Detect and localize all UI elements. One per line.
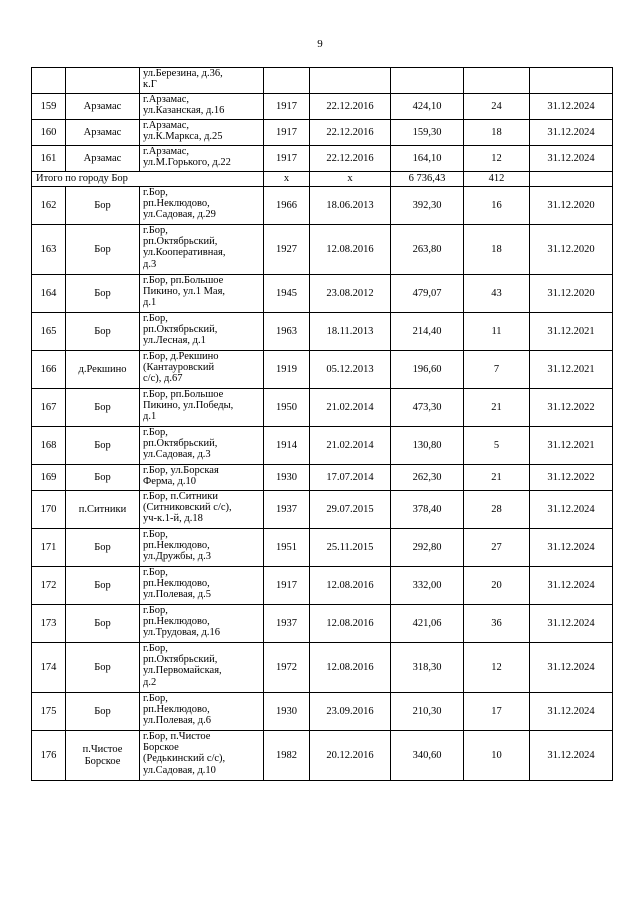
year-cell: 1917: [264, 94, 310, 120]
date-cell: 12.08.2016: [310, 605, 391, 643]
locality-cell: п.Чистое Борское: [66, 731, 140, 781]
table-row: [32, 529, 613, 567]
num-cell: 165: [32, 313, 66, 351]
date-cell: 21.02.2014: [310, 427, 391, 465]
address-cell: г.Арзамас, ул.Казанская, д.16: [140, 94, 264, 120]
table-row: [32, 389, 613, 427]
num-cell: 164: [32, 275, 66, 313]
subtotal-year-cell: х: [264, 172, 310, 187]
table-row: [32, 351, 613, 389]
residents-cell: 21: [464, 465, 530, 491]
table-row: [32, 465, 613, 491]
locality-cell: Бор: [66, 427, 140, 465]
date-cell: 22.12.2016: [310, 146, 391, 172]
table-row: [32, 427, 613, 465]
date-cell: 25.11.2015: [310, 529, 391, 567]
subtotal-area-cell: 6 736,43: [391, 172, 464, 187]
area-cell: 196,60: [391, 351, 464, 389]
num-cell: 172: [32, 567, 66, 605]
table-row: [32, 187, 613, 225]
deadline-cell: 31.12.2021: [530, 427, 613, 465]
area-cell: 214,40: [391, 313, 464, 351]
table-row: [32, 605, 613, 643]
deadline-cell: 31.12.2022: [530, 389, 613, 427]
address-cell: г.Бор, п.Ситники (Ситниковский с/с), уч-к.1-й, д.18: [140, 491, 264, 529]
deadline-cell: 31.12.2020: [530, 275, 613, 313]
date-cell: 23.09.2016: [310, 693, 391, 731]
page-number: 9: [317, 38, 323, 50]
deadline-cell: 31.12.2024: [530, 146, 613, 172]
date-cell: 29.07.2015: [310, 491, 391, 529]
area-cell: 292,80: [391, 529, 464, 567]
table-row: [32, 313, 613, 351]
date-cell: 21.02.2014: [310, 389, 391, 427]
residents-cell: 17: [464, 693, 530, 731]
year-cell: 1937: [264, 491, 310, 529]
num-cell: 170: [32, 491, 66, 529]
deadline-cell: 31.12.2022: [530, 465, 613, 491]
locality-cell: п.Ситники: [66, 491, 140, 529]
num-cell: 159: [32, 94, 66, 120]
locality-cell: Арзамас: [66, 120, 140, 146]
area-cell: [391, 68, 464, 94]
deadline-cell: 31.12.2024: [530, 731, 613, 781]
year-cell: 1930: [264, 465, 310, 491]
area-cell: 479,07: [391, 275, 464, 313]
date-cell: [310, 68, 391, 94]
area-cell: 473,30: [391, 389, 464, 427]
table-row: [32, 731, 613, 781]
area-cell: 424,10: [391, 94, 464, 120]
year-cell: 1951: [264, 529, 310, 567]
address-cell: г.Бор, рп.Неклюдово, ул.Трудовая, д.16: [140, 605, 264, 643]
residents-cell: 27: [464, 529, 530, 567]
deadline-cell: 31.12.2020: [530, 187, 613, 225]
table-row: [32, 567, 613, 605]
locality-cell: Бор: [66, 465, 140, 491]
locality-cell: Бор: [66, 313, 140, 351]
residents-cell: 21: [464, 389, 530, 427]
deadline-cell: 31.12.2021: [530, 313, 613, 351]
year-cell: 1937: [264, 605, 310, 643]
address-cell: г.Бор, рп.Октябрьский, ул.Первомайская, д.2: [140, 643, 264, 693]
address-cell: г.Бор, рп.Октябрьский, ул.Кооперативная, д.3: [140, 225, 264, 275]
table-row: [32, 643, 613, 693]
residents-cell: 18: [464, 225, 530, 275]
deadline-cell: 31.12.2024: [530, 529, 613, 567]
year-cell: 1930: [264, 693, 310, 731]
residents-cell: 11: [464, 313, 530, 351]
year-cell: 1917: [264, 146, 310, 172]
address-cell: г.Бор, рп.Большое Пикино, ул.Победы, д.1: [140, 389, 264, 427]
area-cell: 318,30: [391, 643, 464, 693]
num-cell: 168: [32, 427, 66, 465]
date-cell: 12.08.2016: [310, 225, 391, 275]
deadline-cell: 31.12.2020: [530, 225, 613, 275]
year-cell: 1982: [264, 731, 310, 781]
locality-cell: Бор: [66, 225, 140, 275]
locality-cell: Бор: [66, 567, 140, 605]
area-cell: 378,40: [391, 491, 464, 529]
residents-cell: 24: [464, 94, 530, 120]
date-cell: 17.07.2014: [310, 465, 391, 491]
num-cell: 167: [32, 389, 66, 427]
year-cell: 1927: [264, 225, 310, 275]
deadline-cell: 31.12.2024: [530, 120, 613, 146]
address-cell: г.Бор, рп.Неклюдово, ул.Садовая, д.29: [140, 187, 264, 225]
table-row: [32, 225, 613, 275]
deadline-cell: 31.12.2024: [530, 567, 613, 605]
address-cell: г.Арзамас, ул.К.Маркса, д.25: [140, 120, 264, 146]
subtotal-date-cell: х: [310, 172, 391, 187]
address-cell: г.Бор, д.Рекшино (Кантауровский с/с), д.67: [140, 351, 264, 389]
residents-cell: 36: [464, 605, 530, 643]
locality-cell: Бор: [66, 643, 140, 693]
table-row: [32, 146, 613, 172]
residents-cell: 12: [464, 643, 530, 693]
year-cell: 1963: [264, 313, 310, 351]
residents-cell: 7: [464, 351, 530, 389]
residents-cell: 18: [464, 120, 530, 146]
deadline-cell: 31.12.2024: [530, 491, 613, 529]
deadline-cell: 31.12.2024: [530, 693, 613, 731]
residents-cell: [464, 68, 530, 94]
residents-cell: 28: [464, 491, 530, 529]
num-cell: 169: [32, 465, 66, 491]
area-cell: 392,30: [391, 187, 464, 225]
address-cell: г.Бор, ул.Борская Ферма, д.10: [140, 465, 264, 491]
residents-cell: 12: [464, 146, 530, 172]
area-cell: 164,10: [391, 146, 464, 172]
num-cell: 163: [32, 225, 66, 275]
table-row: [32, 275, 613, 313]
residents-cell: 10: [464, 731, 530, 781]
year-cell: 1950: [264, 389, 310, 427]
locality-cell: Бор: [66, 693, 140, 731]
table-row: [32, 68, 613, 94]
subtotal-deadline-cell: [530, 172, 613, 187]
year-cell: [264, 68, 310, 94]
address-cell: ул.Березина, д.36, к.Г: [140, 68, 264, 94]
deadline-cell: 31.12.2021: [530, 351, 613, 389]
year-cell: 1917: [264, 120, 310, 146]
date-cell: 05.12.2013: [310, 351, 391, 389]
num-cell: [32, 68, 66, 94]
address-cell: г.Бор, рп.Большое Пикино, ул.1 Мая, д.1: [140, 275, 264, 313]
num-cell: 161: [32, 146, 66, 172]
area-cell: 130,80: [391, 427, 464, 465]
locality-cell: Бор: [66, 275, 140, 313]
deadline-cell: 31.12.2024: [530, 643, 613, 693]
date-cell: 20.12.2016: [310, 731, 391, 781]
deadline-cell: 31.12.2024: [530, 605, 613, 643]
year-cell: 1945: [264, 275, 310, 313]
area-cell: 263,80: [391, 225, 464, 275]
locality-cell: Бор: [66, 187, 140, 225]
area-cell: 262,30: [391, 465, 464, 491]
deadline-cell: [530, 68, 613, 94]
address-cell: г.Бор, рп.Неклюдово, ул.Дружбы, д.3: [140, 529, 264, 567]
date-cell: 22.12.2016: [310, 120, 391, 146]
address-cell: г.Бор, п.Чистое Борское (Редькинский с/с), ул.Садовая, д.10: [140, 731, 264, 781]
table-row: [32, 94, 613, 120]
subtotal-row: [32, 172, 613, 187]
num-cell: 174: [32, 643, 66, 693]
residents-cell: 43: [464, 275, 530, 313]
table-row: [32, 120, 613, 146]
address-cell: г.Бор, рп.Неклюдово, ул.Полевая, д.6: [140, 693, 264, 731]
locality-cell: [66, 68, 140, 94]
year-cell: 1966: [264, 187, 310, 225]
num-cell: 176: [32, 731, 66, 781]
table-row: [32, 491, 613, 529]
date-cell: 12.08.2016: [310, 643, 391, 693]
area-cell: 332,00: [391, 567, 464, 605]
year-cell: 1919: [264, 351, 310, 389]
area-cell: 340,60: [391, 731, 464, 781]
num-cell: 173: [32, 605, 66, 643]
locality-cell: Арзамас: [66, 146, 140, 172]
date-cell: 18.06.2013: [310, 187, 391, 225]
year-cell: 1914: [264, 427, 310, 465]
address-cell: г.Арзамас, ул.М.Горького, д.22: [140, 146, 264, 172]
residents-cell: 20: [464, 567, 530, 605]
residents-cell: 5: [464, 427, 530, 465]
residents-cell: 16: [464, 187, 530, 225]
subtotal-label: Итого по городу Бор: [32, 172, 264, 187]
date-cell: 18.11.2013: [310, 313, 391, 351]
date-cell: 22.12.2016: [310, 94, 391, 120]
address-cell: г.Бор, рп.Неклюдово, ул.Полевая, д.5: [140, 567, 264, 605]
year-cell: 1917: [264, 567, 310, 605]
num-cell: 175: [32, 693, 66, 731]
date-cell: 12.08.2016: [310, 567, 391, 605]
subtotal-residents-cell: 412: [464, 172, 530, 187]
locality-cell: Бор: [66, 605, 140, 643]
table-row: [32, 693, 613, 731]
address-cell: г.Бор, рп.Октябрьский, ул.Садовая, д.3: [140, 427, 264, 465]
num-cell: 162: [32, 187, 66, 225]
num-cell: 160: [32, 120, 66, 146]
deadline-cell: 31.12.2024: [530, 94, 613, 120]
num-cell: 171: [32, 529, 66, 567]
locality-cell: Бор: [66, 529, 140, 567]
area-cell: 159,30: [391, 120, 464, 146]
housing-registry-table: [31, 67, 613, 781]
locality-cell: д.Рекшино: [66, 351, 140, 389]
num-cell: 166: [32, 351, 66, 389]
date-cell: 23.08.2012: [310, 275, 391, 313]
area-cell: 210,30: [391, 693, 464, 731]
area-cell: 421,06: [391, 605, 464, 643]
locality-cell: Арзамас: [66, 94, 140, 120]
year-cell: 1972: [264, 643, 310, 693]
locality-cell: Бор: [66, 389, 140, 427]
address-cell: г.Бор, рп.Октябрьский, ул.Лесная, д.1: [140, 313, 264, 351]
